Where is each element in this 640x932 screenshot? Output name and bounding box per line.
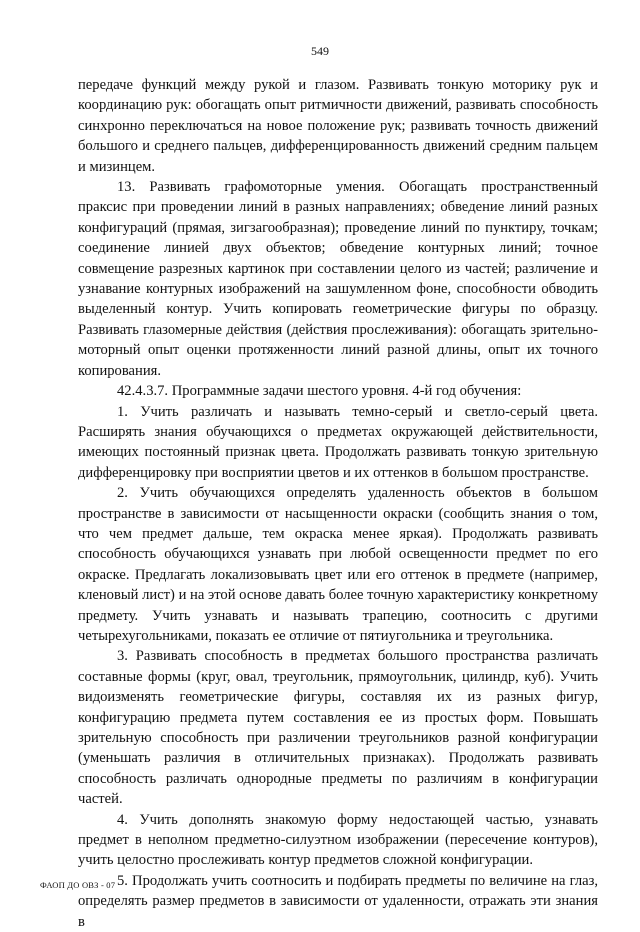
paragraph-item-13: 13. Развивать графомоторные умения. Обогащать пространственный праксис при проведении линий в разных направлениях; обведение линий разных конфигураций (прямая, зигзагообразная); проведение линий по пунктиру, точкам; соединение линией двух объектов; обведение контурных линий; точное совмещение разрезных картинок при составлении целого из частей; различение и узнавание контурных изображений на зашумленном фоне, способности обводить выделенный контур. Учить копировать геометрические фигуры по образцу. Развивать глазомерные действия (действия прослеживания): обогащать зрительно-моторный опыт оценки протяженности линий разной длины, опыт их точного копирования. xyxy=(78,179,598,379)
page-number: 549 xyxy=(311,44,329,58)
paragraph-item-2: 2. Учить обучающихся определять удаленность объектов в большом пространстве в зависимости от насыщенности окраски (сообщить знания о том, что чем предмет дальше, тем окраска менее яркая). Продолжать развивать способность обучающихся узнавать при любой освещенности предмет по его окраске. Предлагать локализовывать цвет или его оттенок в предмете (например, кленовый лист) и на этой основе давать более точную характеристику конкретному предмету. Учить узнавать и называть трапецию, соотносить с другими четырехугольниками, показать ее отличие от пятиугольника и треугольника. xyxy=(78,485,599,644)
paragraph-item-5: 5. Продолжать учить соотносить и подбирать предметы по величине на глаз, определять размер предметов в зависимости от удаленности, отражать эти знания в xyxy=(78,872,598,930)
paragraph-item-3: 3. Развивать способность в предметах большого пространства различать составные формы (круг, овал, треугольник, прямоугольник, цилиндр, куб). Учить видоизменять геометрические фигуры, составляя их из разных фигур, конфигурацию предмета путем составления ее из простых форм. Повышать зрительную способность при различении треугольников разной конфигурации (уменьшать различия в отличительных признаках). Продолжать развивать способность различать однородные предметы по различиям в конфигурации частей. xyxy=(78,648,598,808)
paragraph-continuation: передаче функций между рукой и глазом. Развивать тонкую моторику рук и координацию рук: обогащать опыт ритмичности движений, развивать способность синхронно переключаться на новое положение рук; развивать точность движений большого и среднего пальцев, дифференцированность движений средним пальцем и мизинцем. xyxy=(78,77,598,175)
paragraph-item-4: 4. Учить дополнять знакомую форму недостающей частью, узнавать предмет в неполном предметно-силуэтном изображении (пересечение контуров), учить целостно прослеживать контур предметов сложной конфигурации. xyxy=(78,811,598,869)
section-heading: 42.4.3.7. Программные задачи шестого уровня. 4-й год обучения: xyxy=(117,383,522,400)
paragraph-item-1: 1. Учить различать и называть темно-серый и светло-серый цвета. Расширять знания обучающихся о предметах окружающей действительности, имеющих постоянный признак цвета. Продолжать развивать тонкую зрительную дифференцировку при восприятии цветов и их оттенков в большом пространстве. xyxy=(78,403,598,481)
page-body xyxy=(78,75,598,932)
document-footer: ФАОП ДО ОВЗ - 07 xyxy=(40,880,116,890)
